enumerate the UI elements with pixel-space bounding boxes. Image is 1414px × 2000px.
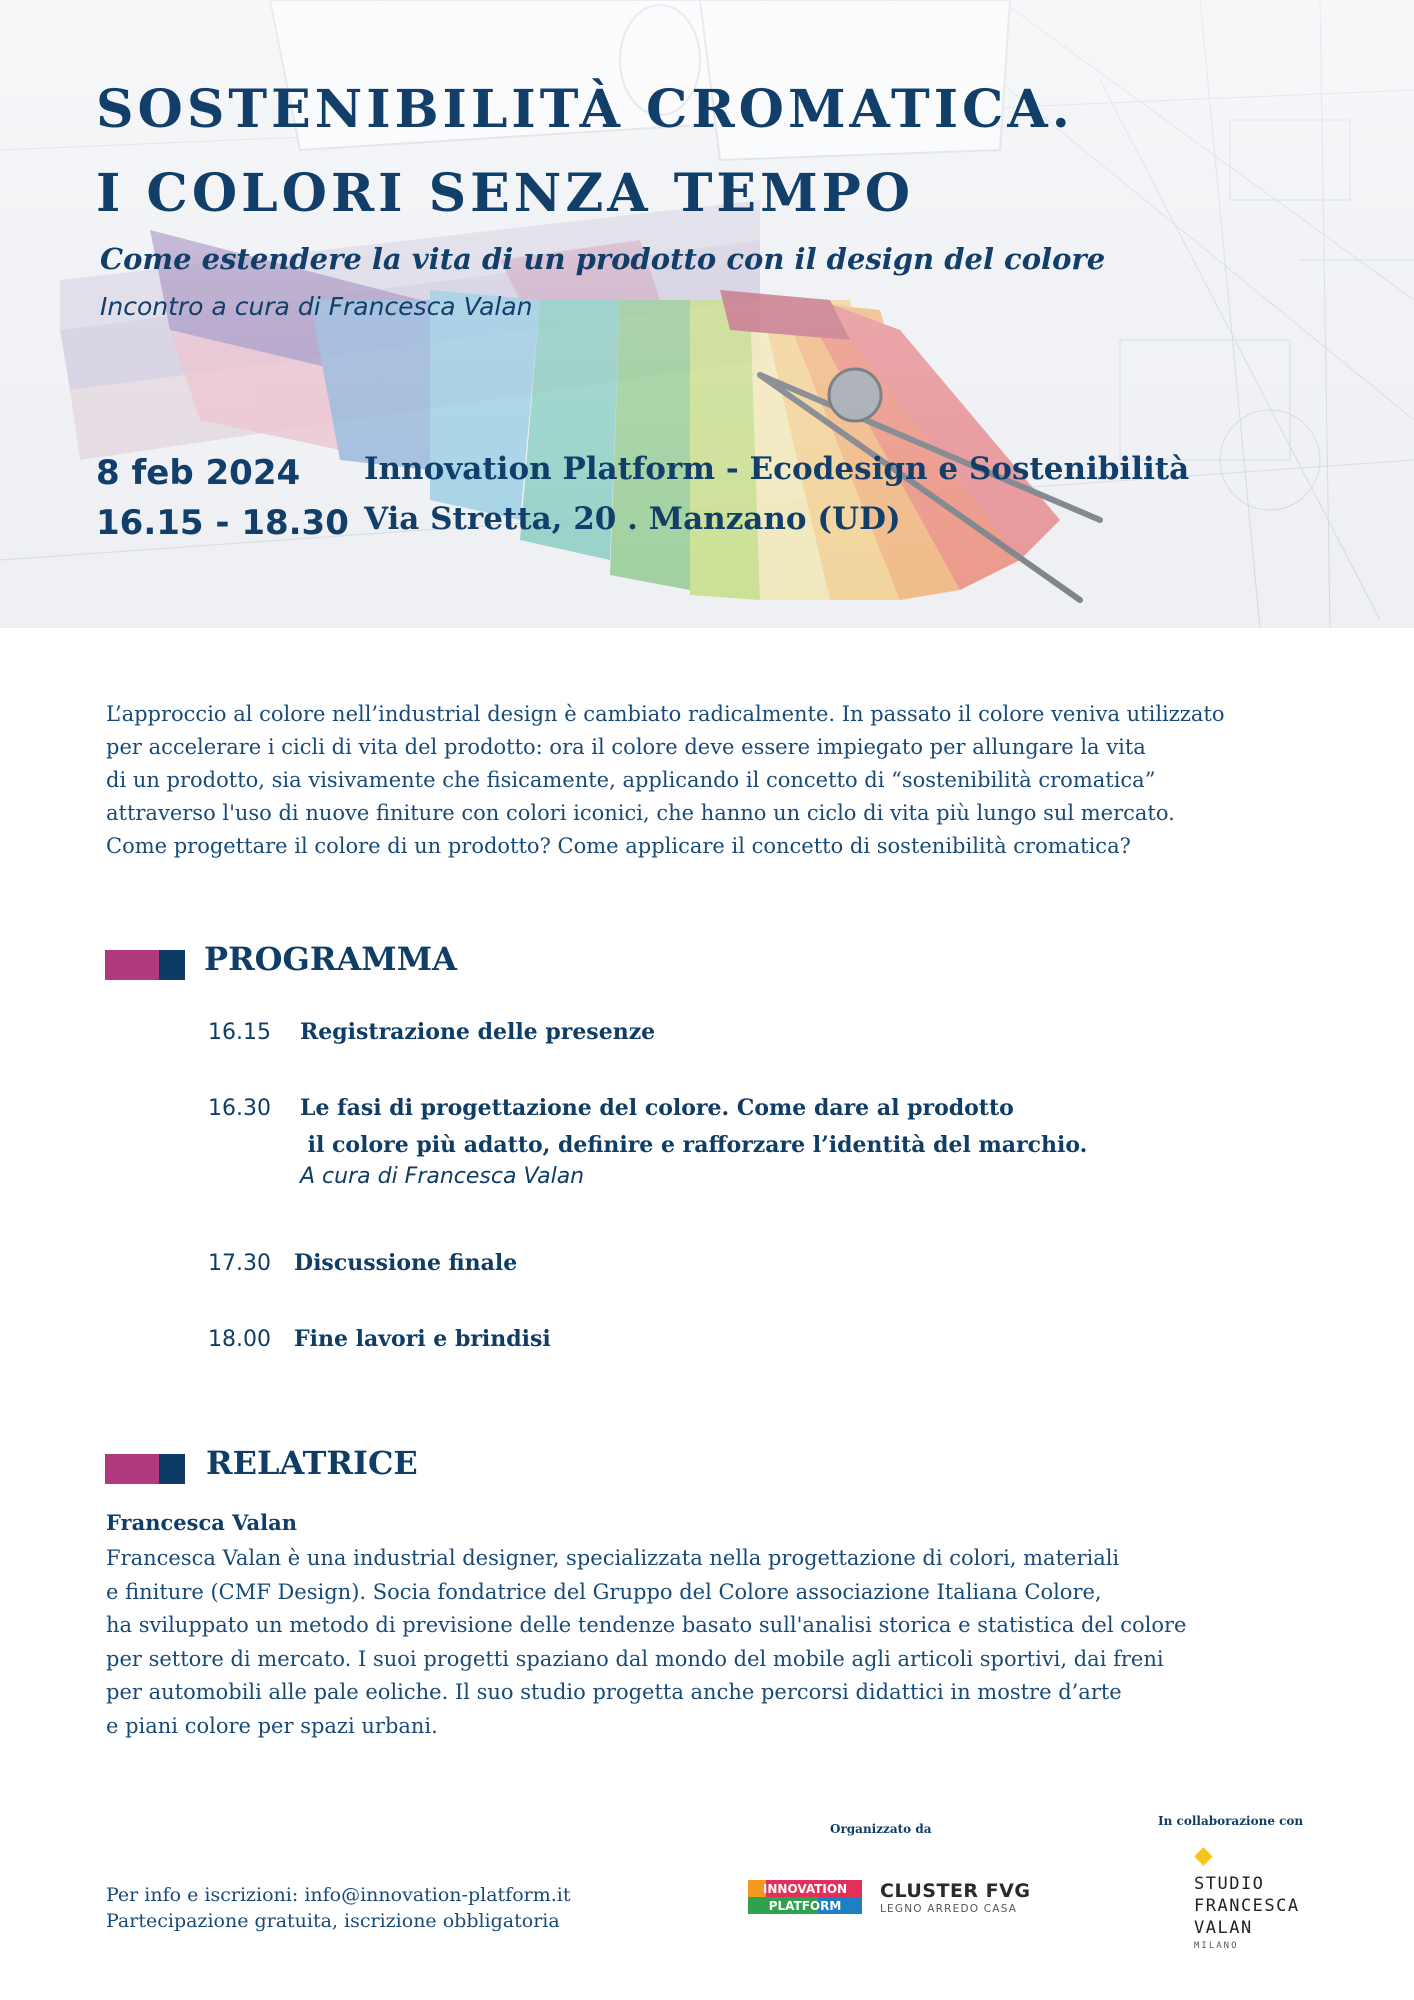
event-date-time: [96, 448, 349, 548]
magenta-block: [105, 950, 159, 980]
event-time: 16.15 - 18.30: [96, 503, 349, 543]
intro-line: Come progettare il colore di un prodotto? Come applicare il concetto di sostenibilità cromatica?: [106, 834, 1131, 858]
program-time: 18.00: [208, 1327, 271, 1352]
intro-line: di un prodotto, sia visivamente che fisicamente, applicando il concetto di “sostenibilità cromatica”: [106, 768, 1156, 792]
studio-line: STUDIO: [1194, 1874, 1265, 1894]
program-item-line: Le fasi di progettazione del colore. Come dare al prodotto: [300, 1095, 1014, 1121]
bio-line: per automobili alle pale eoliche. Il suo studio progetta anche percorsi didattici in mostre d’arte: [106, 1680, 1122, 1704]
hero-banner: [0, 0, 1414, 628]
event-subtitle: Come estendere la vita di un prodotto con il design del colore: [100, 242, 1106, 276]
program-item: Fine lavori e brindisi: [294, 1326, 551, 1352]
program-item-line: il colore più adatto, definire e rafforzare l’identità del marchio.: [300, 1132, 1088, 1158]
event-venue: Innovation Platform - Ecodesign e Sostenibilità: [364, 451, 1190, 487]
cluster-sub: LEGNO ARREDO CASA: [880, 1903, 1018, 1915]
title-line-2: I COLORI SENZA TEMPO: [96, 163, 915, 224]
intro-line: attraverso l'uso di nuove finiture con colori iconici, che hanno un ciclo di vita più lungo sul mercato.: [106, 801, 1175, 825]
event-curator: Incontro a cura di Francesca Valan: [100, 292, 533, 321]
studio-valan-logo: [1194, 1850, 1300, 1951]
speaker-name: Francesca Valan: [106, 1510, 297, 1535]
event-title: [96, 68, 1074, 236]
bio-line: e finiture (CMF Design). Socia fondatrice del Gruppo del Colore associazione Italiana Colore,: [106, 1579, 1102, 1604]
program-time: 16.30: [208, 1096, 271, 1121]
bio-line: e piani colore per spazi urbani.: [106, 1713, 438, 1738]
studio-line: VALAN: [1194, 1918, 1253, 1938]
ip-logo-line2: PLATFORM: [768, 1899, 842, 1913]
contact-email[interactable]: Per info e iscrizioni: info@innovation-platform.it: [106, 1884, 571, 1906]
magenta-block: [105, 1454, 159, 1484]
intro-line: per accelerare i cicli di vita del prodotto: ora il colore deve essere impiegato per allungare la vita: [106, 735, 1146, 759]
relatrice-heading: RELATRICE: [206, 1444, 418, 1482]
intro-paragraph: [106, 698, 1366, 863]
title-line-1: SOSTENIBILITÀ CROMATICA.: [96, 79, 1074, 140]
event-location: [364, 444, 1189, 544]
contact-info: [106, 1882, 570, 1934]
collaboration-label: In collaborazione con: [1158, 1814, 1304, 1828]
program-item: Discussione finale: [294, 1250, 518, 1276]
bio-line: ha sviluppato un metodo di previsione delle tendenze basato sull'analisi storica e statistica del colore: [106, 1613, 1187, 1637]
event-date: 8 feb 2024: [96, 453, 301, 493]
cluster-name: CLUSTER FVG: [880, 1880, 1031, 1902]
organized-by-label: Organizzato da: [830, 1822, 932, 1836]
program-item: Registrazione delle presenze: [300, 1019, 656, 1045]
innovation-platform-logo: [748, 1880, 862, 1914]
programma-section-marker: [105, 950, 185, 980]
speaker-bio: [106, 1542, 1186, 1743]
bio-line: per settore di mercato. I suoi progetti spaziano dal mondo del mobile agli articoli sportivi, dai freni: [106, 1646, 1164, 1671]
participation-note: Partecipazione gratuita, iscrizione obbligatoria: [106, 1910, 560, 1932]
program-time: 17.30: [208, 1251, 271, 1276]
studio-line: FRANCESCA: [1194, 1896, 1300, 1916]
navy-block: [159, 950, 185, 980]
navy-block: [159, 1454, 185, 1484]
event-address: Via Stretta, 20 . Manzano (UD): [364, 501, 901, 537]
program-item-curator: A cura di Francesca Valan: [300, 1164, 585, 1189]
studio-city: MILANO: [1194, 1941, 1239, 1951]
program-time: 16.15: [208, 1020, 271, 1045]
yellow-diamond-icon: [1194, 1847, 1212, 1865]
cluster-fvg-logo: [880, 1880, 1030, 1915]
relatrice-section-marker: [105, 1454, 185, 1484]
ip-logo-line1: INNOVATION: [762, 1882, 848, 1896]
program-item: [300, 1090, 1087, 1164]
intro-line: L’approccio al colore nell’industrial design è cambiato radicalmente. In passato il colore veniva utilizzato: [106, 702, 1225, 726]
bio-line: Francesca Valan è una industrial designer, specializzata nella progettazione di colori, materiali: [106, 1546, 1120, 1570]
programma-heading: PROGRAMMA: [204, 940, 457, 978]
